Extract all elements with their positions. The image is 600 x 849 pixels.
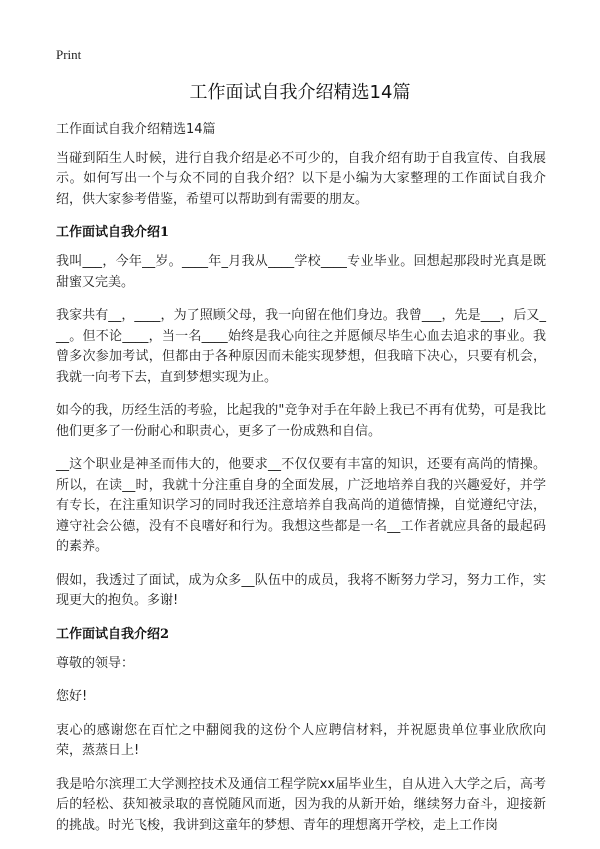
section-heading-1: 工作面试自我介绍1 — [56, 225, 170, 240]
section-1-paragraph: 我叫___，今年__岁。____年_月我从____学校____专业毕业。回想起那段时光真是既甜蜜又完美。 — [56, 254, 546, 290]
section-1-paragraph: 假如，我透过了面试，成为众多__队伍中的成员，我将不断努力学习，努力工作，实现更大的抱负。多谢! — [56, 572, 546, 608]
section-1-paragraph: 如今的我，历经生活的考验，比起我的"竞争对手在年龄上我已不再有优势，可是我比他们更多了一份耐心和职责心，更多了一份成熟和自信。 — [56, 403, 546, 439]
print-link[interactable]: Print — [56, 47, 82, 62]
section-1-paragraph: __这个职业是神圣而伟大的，他要求__不仅仅要有丰富的知识，还要有高尚的情操。所以，在读__时，我就十分注重自身的全面发展，广泛地培养自我的兴趣爱好，并学有专长，在注重知识学习的同时我还注意培养自我高尚的道德情操，自觉遵纪守法，遵守社会公德，没有不良嗜好和行为。我想这些都是一名__工作者就应具备的最起码的素养。 — [56, 457, 546, 554]
intro-paragraph: 当碰到陌生人时候，进行自我介绍是必不可少的，自我介绍有助于自我宣传、自我展示。如何写出一个与众不同的自我介绍？以下是小编为大家整理的工作面试自我介绍，供大家参考借鉴，希望可以帮助到有需要的朋友。 — [56, 150, 546, 207]
document-subtitle: 工作面试自我介绍精选14篇 — [56, 122, 216, 137]
section-2-paragraph: 您好! — [56, 689, 88, 704]
document-body — [56, 120, 546, 849]
section-heading-2: 工作面试自我介绍2 — [56, 626, 170, 642]
document-title: 工作面试自我介绍精选14篇 — [189, 82, 411, 103]
section-2-paragraph: 我是哈尔滨理工大学测控技术及通信工程学院xx届毕业生，自从进入大学之后，高考后的轻松、获知被录取的喜悦随风而逝，因为我的从新开始，继续努力奋斗，迎接新的挑战。时光飞梭，我讲到这童年的梦想、青年的理想离开学校，走上工作岗 — [56, 776, 546, 833]
section-2-paragraph: 衷心的感谢您在百忙之中翻阅我的这份个人应聘信材料，并祝愿贵单位事业欣欣向荣，蒸蒸日上! — [56, 722, 546, 758]
section-1-paragraph: 我家共有__，____，为了照顾父母，我一向留在他们身边。我曾___，先是___，后又___。但不论____，当一名____始终是我心向往之并愿倾尽毕生心血去追求的事业。我曾多次参加考试，但都由于各种原因而未能实现梦想，但我暗下决心，只要有机会，我就一向考下去，直到梦想实现为止。 — [56, 308, 546, 385]
section-2-paragraph: 尊敬的领导： — [56, 655, 135, 671]
